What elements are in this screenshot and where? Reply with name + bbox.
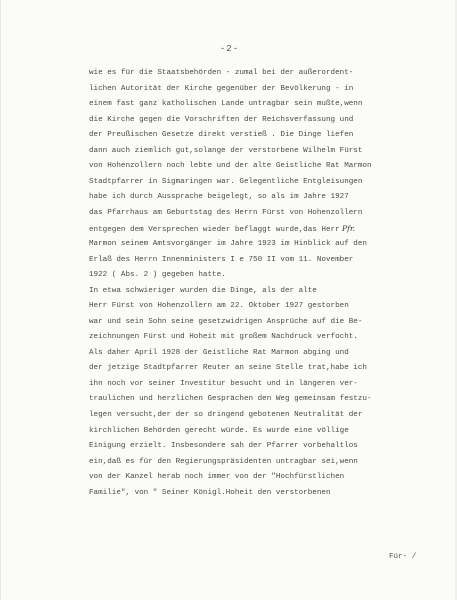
text-line: traulichen und herzlichen Gesprächen den Weg gemeinsam festzu- bbox=[89, 395, 372, 404]
text-line: kirchlichen Behörden gerecht würde. Es wurde eine völlige bbox=[89, 426, 349, 435]
text-line: lichen Autorität der Kirche gegenüber der Bevölkerung - in bbox=[89, 84, 354, 93]
text-line: In etwa schwieriger wurden die Dinge, als der alte bbox=[89, 286, 317, 295]
text-line: von Hohenzollern noch lebte und der alte Geistliche Rat Marmon bbox=[89, 162, 372, 171]
letter-body bbox=[89, 66, 439, 501]
text-line: war und sein Sohn seine gesetzwidrigen Ansprüche auf die Be- bbox=[89, 317, 363, 326]
text-line: dann auch ziemlich gut,solange der verstorbene Wilhelm Fürst bbox=[89, 146, 363, 155]
continuation-marker: Für- / bbox=[389, 553, 417, 561]
text-line: einem fast ganz katholischen Lande untragbar sein mußte,wenn bbox=[89, 100, 363, 109]
text-line: Marmon seinem Amtsvorgänger im Jahre 1923 im Hinblick auf den bbox=[89, 240, 367, 249]
text-line: entgegen dem Versprechen wieder beflaggt wurde,das Herr Pfr. bbox=[89, 224, 356, 235]
text-line: von der Kanzel herab noch immer von der "Hochfürstlichen bbox=[89, 473, 345, 482]
text-line: das Pfarrhaus am Geburtstag des Herrn Fürst von Hohenzollern bbox=[89, 208, 363, 217]
text-line: Herr Fürst von Hohenzollern am 22. Oktober 1927 gestorben bbox=[89, 302, 349, 311]
text-line: Als daher April 1928 der Geistliche Rat Marmon abging und bbox=[89, 348, 349, 357]
text-line: habe ich durch Aussprache beigelegt, so als im Jahre 1927 bbox=[89, 193, 349, 202]
handwritten-insert: Pfr. bbox=[339, 224, 356, 234]
text-line: wie es für die Staatsbehörden - zumal bei der außerordent- bbox=[89, 69, 354, 77]
text-line: Erlaß des Herrn Innenministers I e 750 II vom 11. November bbox=[89, 255, 354, 264]
text-line: ihn noch vor seiner Investitur besucht und in längeren ver- bbox=[89, 379, 358, 388]
text-line: Familie", von " Seiner Königl.Hoheit den verstorbenen bbox=[89, 488, 331, 497]
text-line: der Preußischen Gesetze direkt verstieß . Die Dinge liefen bbox=[89, 131, 354, 140]
text-line: Stadtpfarrer in Sigmaringen war. Gelegentliche Entgleisungen bbox=[89, 177, 363, 186]
text-line: legen versucht,der der so dringend gebotenen Neutralität der bbox=[89, 411, 363, 420]
text-line: Einigung erzielt. Insbesondere sah der Pfarrer vorbehaltlos bbox=[89, 442, 358, 451]
text-line: ein,daß es für den Regierungspräsidenten untragbar sei,wenn bbox=[89, 457, 358, 466]
text-line: zeichnungen Fürst und Hoheit mit großem Nachdruck verfocht. bbox=[89, 333, 358, 342]
text-line: die Kirche gegen die Vorschriften der Reichsverfassung und bbox=[89, 115, 354, 124]
text-line: 1922 ( Abs. 2 ) gegeben hatte. bbox=[89, 271, 226, 280]
text-line: der jetzige Stadtpfarrer Reuter an seine Stelle trat,habe ich bbox=[89, 364, 367, 373]
page-number: -2- bbox=[219, 44, 240, 54]
